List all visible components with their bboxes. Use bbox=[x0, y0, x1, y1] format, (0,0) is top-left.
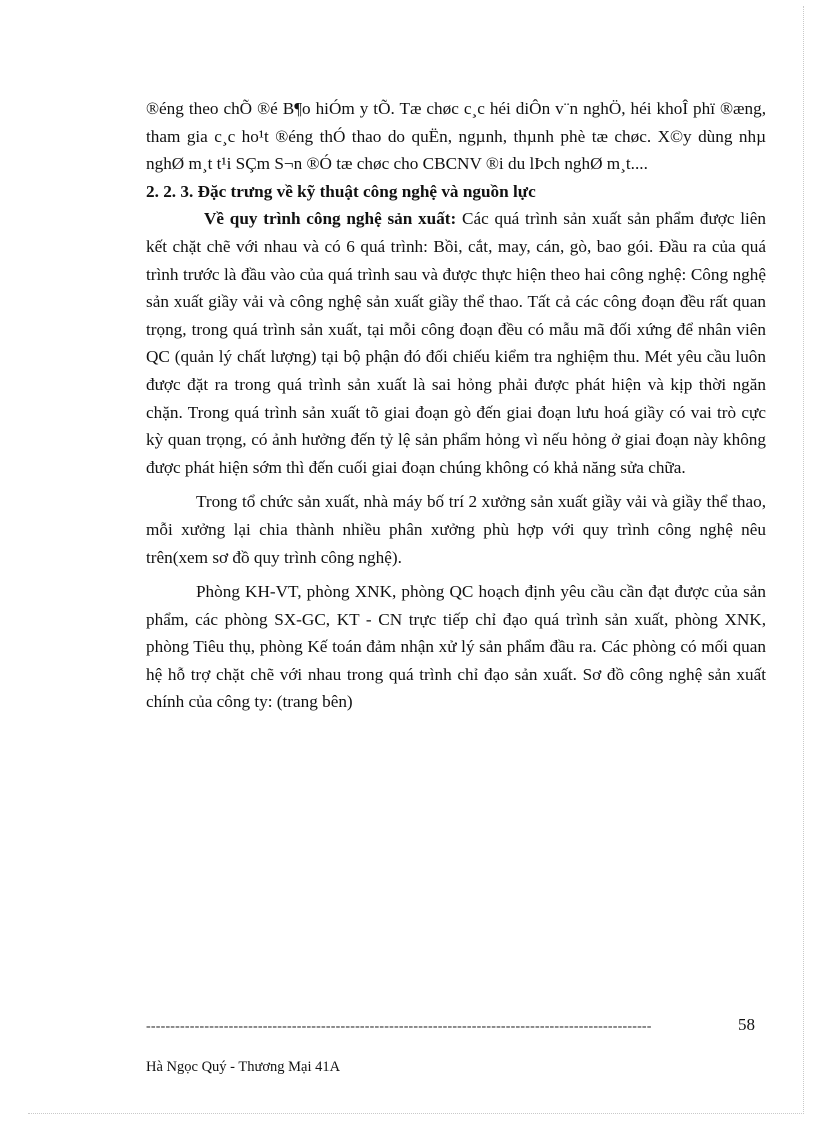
paragraph-body: Các quá trình sản xuất sản phẩm được liên kết chặt chẽ với nhau và có 6 quá trình: Bồi, cắt, may, cán, gò, bao gói. Đầu ra của quá trình trước là đầu vào của quá trình sau và được thực hiện theo hai công nghệ: Công nghệ sản xuất giầy vải và công nghệ sản xuất giầy thể thao. Tất cả các công đoạn đều rất quan trọng, trong quá trình sản xuất, tại mỗi công đoạn đều có mẫu mã đối xứng để nhân viên QC (quản lý chất lượng) tại bộ phận đó đối chiếu kiểm tra nghiệm thu. Mét yêu cầu luôn được đặt ra trong quá trình sản xuất là sai hỏng phải được phát hiện và kịp thời ngăn chặn. Trong quá trình sản xuất tõ giai đoạn gò đến giai đoạn lưu hoá giầy có vai trò cực kỳ quan trọng, có ảnh hưởng đến tỷ lệ sản phẩm hỏng vì nếu hỏng ở giai đoạn này không được phát hiện sớm thì đến cuối giai đoạn chúng không có khả năng sửa chữa. bbox=[146, 209, 766, 477]
paragraph-technology-process bbox=[146, 205, 766, 481]
document-body bbox=[146, 95, 766, 716]
section-heading: 2. 2. 3. Đặc trưng về kỹ thuật công nghệ và nguồn lực bbox=[146, 181, 536, 201]
intro-paragraph: ®éng theo chÕ ®é B¶o hiÓm y tÕ. Tæ chøc c¸c héi diÔn v¨n nghÖ, héi khoÎ phï ®æng, tham gia c¸c ho¹t ®éng thÓ thao do quËn, ngµnh, thµnh phè tæ chøc. X©y dùng nhµ nghØ m¸t t¹i SÇm S¬n ®Ó tæ chøc cho CBCNV ®i du lÞch nghØ m¸t.... bbox=[146, 99, 766, 174]
paragraph-production-organization: Trong tổ chức sản xuất, nhà máy bố trí 2 xưởng sản xuất giầy vải và giầy thể thao, mỗi xưởng lại chia thành nhiều phân xưởng phù hợp với quy trình công nghệ nêu trên(xem sơ đồ quy trình công nghệ). bbox=[146, 492, 766, 567]
paragraph-lead-bold: Về quy trình công nghệ sản xuất: bbox=[204, 209, 457, 229]
paragraph-departments: Phòng KH-VT, phòng XNK, phòng QC hoạch định yêu cầu cần đạt được của sản phẩm, các phòng SX-GC, KT - CN trực tiếp chỉ đạo quá trình sản xuất, phòng XNK, phòng Tiêu thụ, phòng Kế toán đảm nhận xử lý sản phẩm đầu ra. Các phòng có mối quan hệ hỗ trợ chặt chẽ với nhau trong quá trình chỉ đạo sản xuất. Sơ đồ công nghệ sản xuất chính của công ty: (trang bên) bbox=[146, 582, 766, 712]
footer-author: Hà Ngọc Quý - Thương Mại 41A bbox=[146, 1059, 341, 1075]
footer-divider: -------------------------------------------------------------------------------------------------------- bbox=[146, 1019, 652, 1034]
page-number: 58 bbox=[738, 1015, 755, 1034]
